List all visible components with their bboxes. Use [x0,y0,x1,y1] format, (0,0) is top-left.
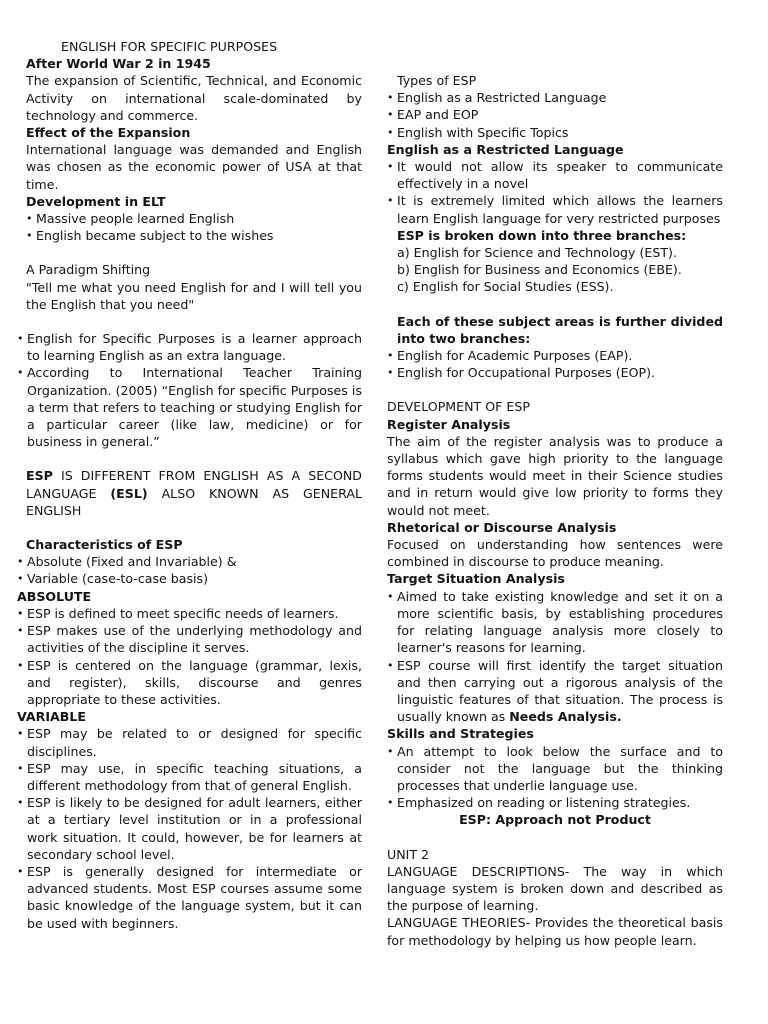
restricted-list [387,158,723,227]
heading-subject-areas: Each of these subject areas is further divided into two branches: [397,313,723,346]
paragraph-rhetorical-analysis: Focused on understanding how sentences were combined in discourse to produce meaning. [387,537,723,570]
heading-characteristics: Characteristics of ESP [26,537,183,553]
heading-register-analysis: Register Analysis [387,416,511,432]
list-item: • An attempt to look below the surface and to consider not the language but the thinking processes that underlie language use. [387,743,723,795]
paradigm-heading: A Paradigm Shifting [26,262,151,278]
paragraph-register-analysis: The aim of the register analysis was to produce a syllabus which gave high priority to the language forms students would meet in their Science studies and in return would give low priority to forms they would not meet. [387,433,723,518]
list-item: • ESP may be related to or designed for specific disciplines. [17,725,362,759]
target-list [387,588,723,726]
heading-after-ww2: After World War 2 in 1945 [26,56,211,72]
branch-item: c) English for Social Studies (ESS). [397,279,614,295]
heading-development-elt: Development in ELT [26,193,166,209]
branch-item: b) English for Business and Economics (EBE). [397,262,682,278]
heading-rhetorical-analysis: Rhetorical or Discourse Analysis [387,519,617,535]
left-column [17,38,362,932]
definition-list [17,330,362,450]
list-item: • ESP makes use of the underlying methodology and activities of the discipline it serves. [17,622,362,656]
list-item: • It is extremely limited which allows the learners learn English language for very restricted purposes [387,192,723,226]
list-item: • English as a Restricted Language [387,89,723,106]
list-item: • ESP is centered on the language (grammar, lexis, and register), skills, discourse and genres appropriate to these activities. [17,657,362,709]
types-list [387,89,723,141]
unit-heading: UNIT 2 [387,846,430,862]
heading-variable: VARIABLE [17,709,86,725]
list-item: • EAP and EOP [387,106,723,123]
heading-three-branches: ESP is broken down into three branches: [397,227,687,243]
list-item: • English became subject to the wishes [26,227,362,244]
heading-effect: Effect of the Expansion [26,125,191,141]
esl-abbr: (ESL) [110,485,148,501]
heading-types-of-esp: Types of ESP [397,73,477,88]
list-item: • Aimed to take existing knowledge and set it on a more scientific basis, by establishing procedures for relating language analysis more closely to learner's reasons for learning. [387,588,723,657]
heading-development-of-esp: DEVELOPMENT OF ESP [387,399,530,415]
list-item: • Absolute (Fixed and Invariable) & [17,553,362,570]
skills-list [387,743,723,812]
list-item: • ESP is likely to be designed for adult learners, either at a tertiary level institution or in a professional work situation. It could, however, be for learners at secondary school level. [17,794,362,863]
list-item: • ESP is defined to meet specific needs of learners. [17,605,362,622]
heading-restricted-language: English as a Restricted Language [387,141,624,157]
paragraph-language-theories: LANGUAGE THEORIES- Provides the theoretical basis for methodology by helping us how people learn. [387,915,723,948]
right-column [387,38,723,949]
list-item: • English for Occupational Purposes (EOP). [387,364,723,381]
list-item: • English for Specific Purposes is a learner approach to learning English as an extra language. [17,330,362,364]
list-item: • ESP is generally designed for intermediate or advanced students. Most ESP courses assume some basic knowledge of the language system, but it can be used with beginners. [17,863,362,932]
paragraph-language-descriptions: LANGUAGE DESCRIPTIONS- The way in which language system is broken down and described as the purpose of learning. [387,863,723,914]
list-item: • English with Specific Topics [387,124,723,141]
branch-item: a) English for Science and Technology (EST). [397,245,677,261]
paradigm-quote: "Tell me what you need English for and I will tell you the English that you need" [26,279,362,312]
approach-statement: ESP: Approach not Product [459,812,651,828]
paragraph-expansion: The expansion of Scientific, Technical, and Economic Activity on international scale-dominated by technology and commerce. [26,73,362,123]
heading-absolute: ABSOLUTE [17,588,92,604]
paragraph-effect: International language was demanded and English was chosen as the economic power of USA at that time. [26,142,362,192]
variable-list [17,725,362,931]
esp-vs-esl-statement: ESP IS DIFFERENT FROM ENGLISH AS A SECOND LANGUAGE (ESL) ALSO KNOWN AS GENERAL ENGLISH [26,468,362,518]
list-item: • Massive people learned English [26,210,362,227]
heading-skills-strategies: Skills and Strategies [387,726,534,742]
elt-list [17,210,362,244]
absolute-list [17,605,362,708]
list-item: • ESP course will first identify the target situation and then carrying out a rigorous analysis of the linguistic features of that situation. The process is usually known as Needs Analysis. [387,657,723,726]
list-item: • According to International Teacher Training Organization. (2005) “English for specific Purposes is a term that refers to teaching or studying English for a particular career (like law, medicine) or for business in general.” [17,364,362,450]
list-item: • Emphasized on reading or listening strategies. [387,794,723,811]
list-item: • ESP may use, in specific teaching situations, a different methodology from that of general English. [17,760,362,794]
esp-abbr: ESP [26,468,53,484]
needs-analysis-term: Needs Analysis. [509,709,622,725]
subject-list [387,347,723,381]
list-item: • It would not allow its speaker to communicate effectively in a novel [387,158,723,192]
heading-target-situation: Target Situation Analysis [387,571,565,587]
characteristics-list [17,553,362,587]
document-title: ENGLISH FOR SPECIFIC PURPOSES [61,39,278,54]
list-item: • English for Academic Purposes (EAP). [387,347,723,364]
list-item: • Variable (case-to-case basis) [17,570,362,587]
